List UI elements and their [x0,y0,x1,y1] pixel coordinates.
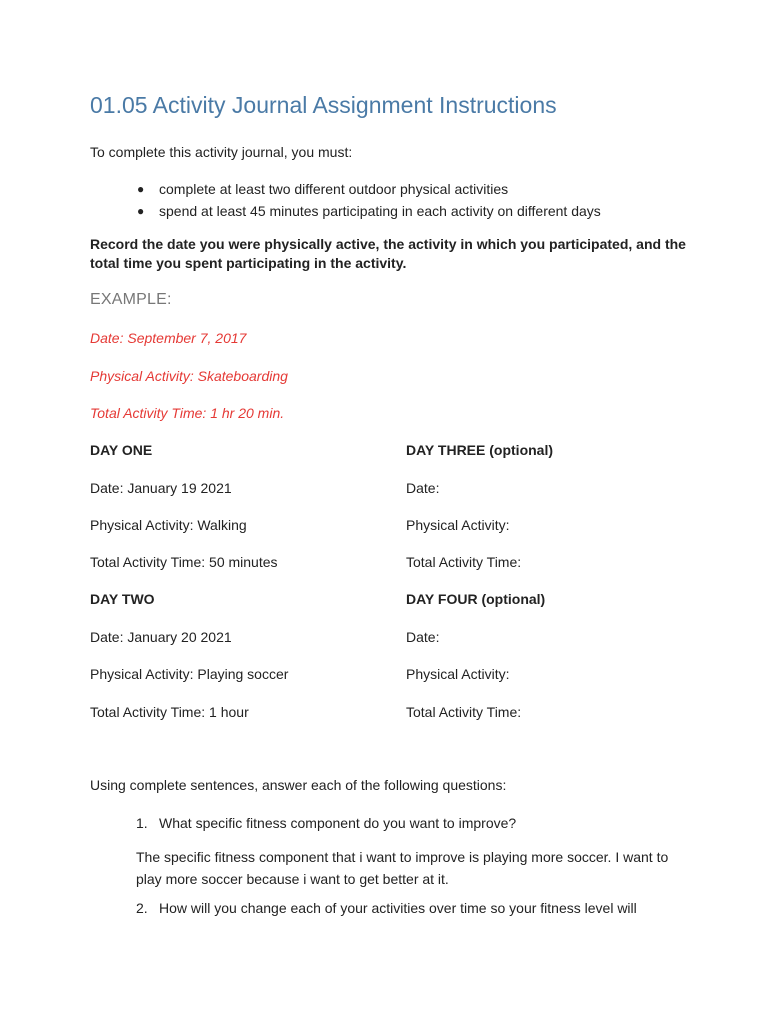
requirements-list [90,179,601,223]
list-item [90,179,601,201]
day-two-time: Total Activity Time: 1 hour [90,704,249,720]
day-four-activity: Physical Activity: [406,666,510,682]
record-instruction: Record the date you were physically active, the activity in which you participated, and the total time you spent participating in the activity. [90,236,686,271]
day-one-heading: DAY ONE [90,442,153,458]
question-text: What specific fitness component do you want to improve? [159,815,517,831]
questions-intro: Using complete sentences, answer each of the following questions: [90,777,507,793]
page-title: 01.05 Activity Journal Assignment Instructions [90,92,557,118]
question-text: How will you change each of your activities over time so your fitness level will [159,900,637,916]
day-four-time: Total Activity Time: [406,704,522,720]
example-label: EXAMPLE: [90,291,172,308]
bullet-icon: ● [137,182,145,196]
question-number: 2. [136,900,148,916]
journal-left-column [90,442,390,732]
example-time: Total Activity Time: 1 hr 20 min. [90,405,285,421]
journal-right-column [406,442,706,732]
day-three-date: Date: [406,480,440,496]
intro-text: To complete this activity journal, you must: [90,144,353,160]
day-four-heading: DAY FOUR (optional) [406,591,546,607]
day-three-heading: DAY THREE (optional) [406,442,554,458]
list-item-text: spend at least 45 minutes participating in each activity on different days [159,203,601,219]
question-1 [136,815,516,831]
day-two-heading: DAY TWO [90,591,155,607]
answer-1: The specific fitness component that i want to improve is playing more soccer. I want to play more soccer because i want to get better at it. [136,849,669,887]
question-number: 1. [136,815,148,831]
question-2 [136,900,637,916]
day-three-time: Total Activity Time: [406,554,522,570]
example-date: Date: September 7, 2017 [90,330,247,346]
day-two-date: Date: January 20 2021 [90,629,232,645]
day-two-activity: Physical Activity: Playing soccer [90,666,289,682]
day-one-activity: Physical Activity: Walking [90,517,247,533]
day-three-activity: Physical Activity: [406,517,510,533]
day-four-date: Date: [406,629,440,645]
day-one-time: Total Activity Time: 50 minutes [90,554,278,570]
bullet-icon: ● [137,204,145,218]
list-item-text: complete at least two different outdoor physical activities [159,181,509,197]
day-one-date: Date: January 19 2021 [90,480,232,496]
example-activity: Physical Activity: Skateboarding [90,368,288,384]
list-item [90,201,601,223]
